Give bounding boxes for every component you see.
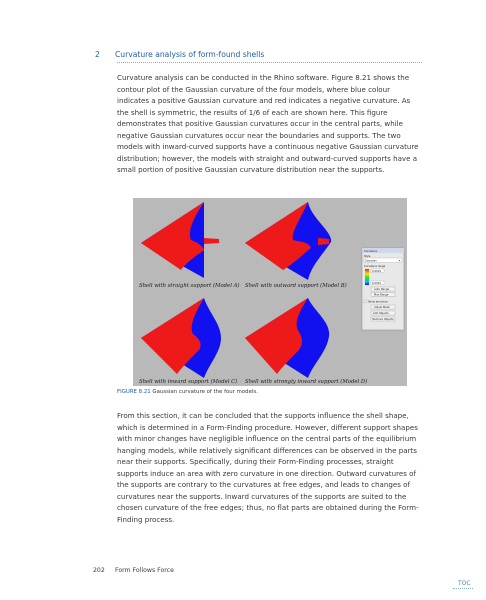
model-b-label: Shell with outward support (Model B) <box>245 283 347 289</box>
panel-style-value: Gaussian <box>365 259 377 263</box>
curvature-figure <box>133 198 407 386</box>
figure-caption-text: Gaussian curvature of the four models. <box>152 389 258 395</box>
model-a-plot <box>139 202 239 289</box>
remove-objects-label: Remove Objects <box>372 318 394 321</box>
body-paragraph-1: Curvature analysis can be conducted in the Rhino software. Figure 8.21 shows the contour plot of the Gaussian curvature of the four models, where blue colour indicates a positive Gaussian curvature and red indicates a negative curvature. As the shell is symmetric, the results of 1/6 of each are shown here. This figure demonstrates that positive Gaussian curvatures occur in the central parts, while negative Gaussian curvatures occur near the boundaries and supports. The two models with inward-curved supports have a continuous negative Gaussian curvature distribution; however, the models with straight and outward-curved supports have a small portion of positive Gaussian curvature distribution near the supports. <box>117 73 419 174</box>
toc-underline <box>453 588 473 589</box>
chevron-down-icon: ▾ <box>399 259 401 263</box>
model-d-label: Shell with strongly inward support (Model D) <box>245 379 368 385</box>
heading-divider <box>117 62 422 63</box>
panel-style-label: Style <box>364 255 371 258</box>
model-b-support-notch <box>318 238 329 245</box>
panel-range-label: Curvature range <box>364 265 386 268</box>
figure-caption <box>117 389 258 395</box>
model-a-support-notch <box>204 238 219 244</box>
model-c-plot <box>139 298 237 385</box>
section-title: Curvature analysis of form-found shells <box>115 50 265 59</box>
panel-title: Curvature <box>364 250 377 253</box>
section-heading <box>95 50 264 59</box>
show-structure-label: Show structure <box>368 300 388 304</box>
max-range-label: Max Range <box>374 293 389 297</box>
adjust-mesh-label: Adjust Mesh <box>374 306 390 309</box>
panel-max-value: 0.0001 <box>372 270 382 273</box>
model-d-plot <box>245 298 367 385</box>
curvature-panel <box>362 248 404 330</box>
panel-min-value: 0.0001 <box>372 282 382 285</box>
auto-range-label: Auto Range <box>374 288 390 291</box>
model-a-label: Shell with straight support (Model A) <box>139 283 240 289</box>
page-number: 202 <box>93 567 105 574</box>
model-c-label: Shell with inward support (Model C) <box>139 379 238 385</box>
section-number: 2 <box>95 50 100 59</box>
figure-caption-label: FIGURE 8.21 <box>117 389 151 395</box>
model-b-plot <box>245 202 347 289</box>
body-paragraph-2: From this section, it can be concluded that the supports influence the shell shape, which is determined in a Form-Finding procedure. However, different support shapes with minor changes have negligible influence on the central parts of the equilibrium hanging models, while relatively significant differences can be observed in the parts near their supports. Specifically, during their Form-Finding processes, straight supports induce an area with zero curvature in one direction. Outward curvatures of the supports are contrary to the curvatures at free edges, and leads to changes of curvatures near the supports. Inward curvatures of the supports are suited to the chosen curvature of the free edges; thus, no flat parts are obtained during the Form-Finding process. <box>117 411 419 524</box>
toc-link[interactable]: TOC <box>458 580 471 587</box>
book-title: Form Follows Force <box>115 567 174 574</box>
show-structure-checkbox[interactable] <box>364 300 367 303</box>
add-objects-label: Add Objects <box>373 312 389 315</box>
curvature-figure-graphic <box>133 198 407 386</box>
color-scale-bar <box>365 269 369 285</box>
